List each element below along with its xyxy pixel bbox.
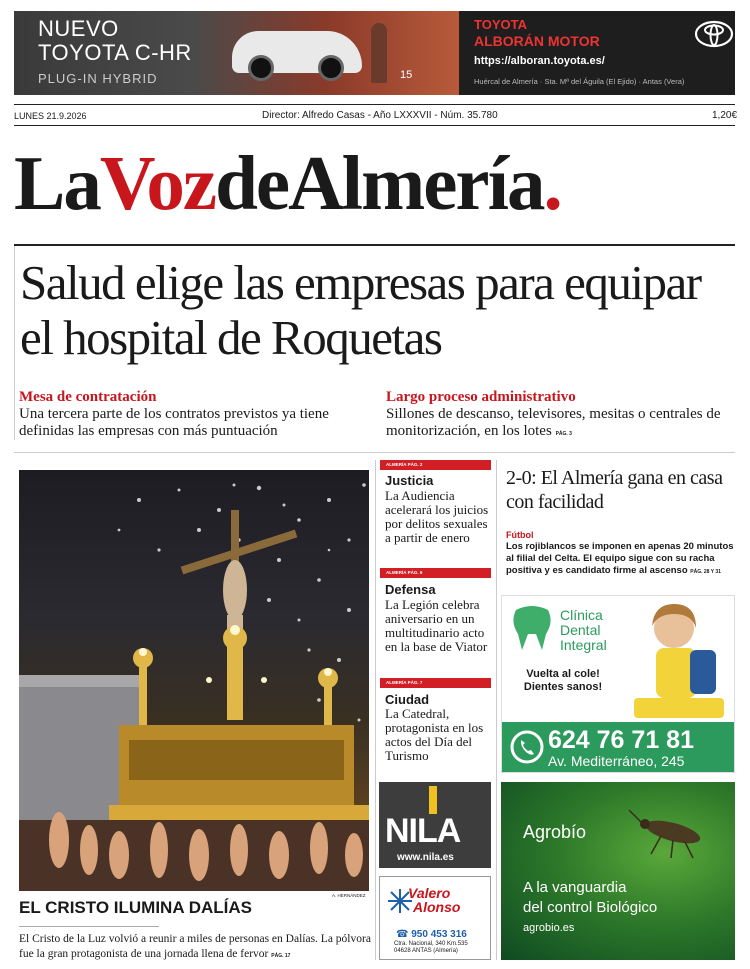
brief-section-bar: ALMERÍA PÁG. 7 — [380, 678, 491, 688]
issue-price: 1,20€ — [712, 110, 738, 121]
valero-address-line1: Ctra. Nacional, 340 Km.535 — [394, 941, 468, 947]
clinic-address: Av. Mediterráneo, 245 — [548, 753, 685, 769]
ad-badge: 15 — [400, 69, 413, 81]
agrobio-tagline-line1: A la vanguardia — [523, 879, 627, 896]
masthead-part1: La — [14, 140, 100, 226]
clinic-name — [560, 608, 607, 653]
photo-body-text: El Cristo de la Luz volvió a reunir a miles de personas en Dalías. La pólvora fue la gran protagonista de una jornada llena de fervor — [19, 933, 371, 960]
brief-section-bar: ALMERÍA PÁG. 2 — [380, 460, 491, 470]
lead-left-subhead — [19, 389, 369, 440]
ad-url[interactable]: https://alboran.toyota.es/ — [474, 55, 605, 67]
masthead-dot: . — [543, 140, 561, 226]
nila-url[interactable]: www.nila.es — [397, 852, 454, 863]
toyota-logo-icon — [694, 20, 734, 48]
left-deck: Una tercera parte de los contratos previstos ya tiene definidas las empresas con más puntuación — [19, 406, 329, 439]
valero-address — [394, 941, 478, 955]
lead-right-subhead — [386, 389, 736, 443]
sport-page-ref: PÁG. 28 Y 31 — [690, 569, 721, 575]
nila-ad[interactable] — [379, 782, 491, 868]
lead-left-border — [14, 246, 15, 440]
ad-model-text — [38, 17, 192, 65]
valero-name-line1: Valero — [408, 885, 451, 901]
photo-body — [19, 932, 371, 964]
dateline-rule — [14, 125, 735, 126]
valero-name-line2: Alonso — [413, 899, 461, 915]
right-kicker: Largo proceso administrativo — [386, 389, 576, 405]
ad-model-line2: TOYOTA C-HR — [38, 40, 192, 65]
brief-title[interactable]: Defensa — [385, 582, 436, 597]
photo-rule — [19, 926, 159, 927]
right-page-ref: PÁG. 3 — [555, 431, 572, 437]
whatsapp-icon — [510, 730, 544, 764]
brief-title[interactable]: Ciudad — [385, 692, 430, 707]
valero-phone-number: 950 453 316 — [411, 929, 467, 940]
agrobio-tagline-line2: del control Biológico — [523, 899, 658, 916]
brief-text: La Catedral, protagonista en los actos del Día del Turismo — [385, 706, 484, 763]
clinic-name-line2: Dental — [560, 622, 601, 638]
photo-headline[interactable]: EL CRISTO ILUMINA DALÍAS — [19, 898, 252, 917]
ad-photo-area — [14, 11, 459, 95]
clinic-dental-ad[interactable] — [501, 595, 735, 773]
sport-kicker: Fútbol — [506, 530, 534, 540]
car-image — [232, 31, 362, 73]
ad-locations: Huércal de Almería · Sta. Mª del Águila (El Ejido) · Antas (Vera) — [474, 77, 685, 86]
toyota-ad-banner[interactable] — [14, 11, 735, 95]
section-rule — [14, 452, 735, 453]
insect-image — [621, 802, 721, 862]
valero-address-line2: 04628 ANTAS (Almería) — [394, 948, 458, 954]
child-image — [614, 598, 732, 723]
right-deck: Sillones de descanso, televisores, mesitas o centrales de monitorización, en los lotes — [386, 406, 721, 439]
clinic-slogan-line2: Dientes sanos! — [523, 681, 603, 693]
masthead-part2: Voz — [99, 140, 216, 226]
ad-model-subtitle: PLUG-IN HYBRID — [38, 71, 158, 86]
sport-text-body: Los rojiblancos se imponen en apenas 20 minutos al filial del Celta. El equipo sigue con su racha positiva y es candidato firme al ascenso — [506, 541, 734, 576]
person-image — [371, 23, 387, 83]
photo-page-ref: PÁG. 17 — [271, 953, 291, 959]
issue-date: LUNES 21.9.2026 — [14, 111, 87, 121]
column-divider-2 — [496, 460, 497, 960]
tooth-icon — [510, 604, 554, 654]
nila-name: NILA — [385, 812, 461, 850]
brief-title[interactable]: Justicia — [385, 473, 434, 488]
sport-headline[interactable]: 2-0: El Almería gana en casa con facilidad — [506, 467, 723, 513]
procession-image — [19, 470, 369, 891]
agrobio-url[interactable]: agrobio.es — [523, 922, 575, 934]
agrobio-name: Agrobío — [523, 822, 587, 842]
top-rule — [14, 104, 735, 105]
clinic-name-line3: Integral — [560, 637, 607, 653]
clinic-slogan-line1: Vuelta al cole! — [526, 668, 600, 680]
procession-photo[interactable] — [19, 470, 369, 891]
column-divider-1 — [375, 460, 376, 960]
masthead-rule — [14, 244, 735, 246]
ad-model-line1: NUEVO — [38, 16, 119, 41]
masthead-part3: deAlmería — [215, 140, 544, 226]
photo-credit-caption: A. HERNÁNDEZ — [332, 893, 366, 898]
brief-text: La Legión celebra aniversario en un multitudinario acto en la base de Viator — [385, 597, 488, 654]
valero-alonso-ad[interactable] — [379, 876, 491, 960]
brief-section-bar: ALMERÍA PÁG. 6 — [380, 568, 491, 578]
clinic-name-line1: Clínica — [560, 607, 603, 623]
agrobio-tagline — [523, 878, 657, 918]
ad-brand-line1: TOYOTA — [474, 17, 527, 32]
agrobio-ad[interactable] — [501, 782, 735, 960]
left-kicker: Mesa de contratación — [19, 389, 157, 405]
masthead-logo[interactable] — [14, 138, 561, 228]
nila-logo-mark — [429, 786, 437, 814]
sport-text — [506, 541, 738, 578]
brief-text: La Audiencia acelerará los juicios por delitos sexuales a partir de enero — [385, 488, 489, 545]
ad-brand-line2: ALBORÁN MOTOR — [474, 33, 600, 49]
lead-headline[interactable]: Salud elige las empresas para equipar el hospital de Roquetas — [20, 255, 701, 365]
clinic-slogan — [508, 668, 618, 694]
issue-info: Director: Alfredo Casas - Año LXXXVII - Núm. 35.780 — [262, 110, 498, 121]
valero-phone[interactable]: ☎ 950 453 316 — [396, 929, 467, 940]
clinic-phone[interactable]: 624 76 71 81 — [548, 726, 694, 754]
